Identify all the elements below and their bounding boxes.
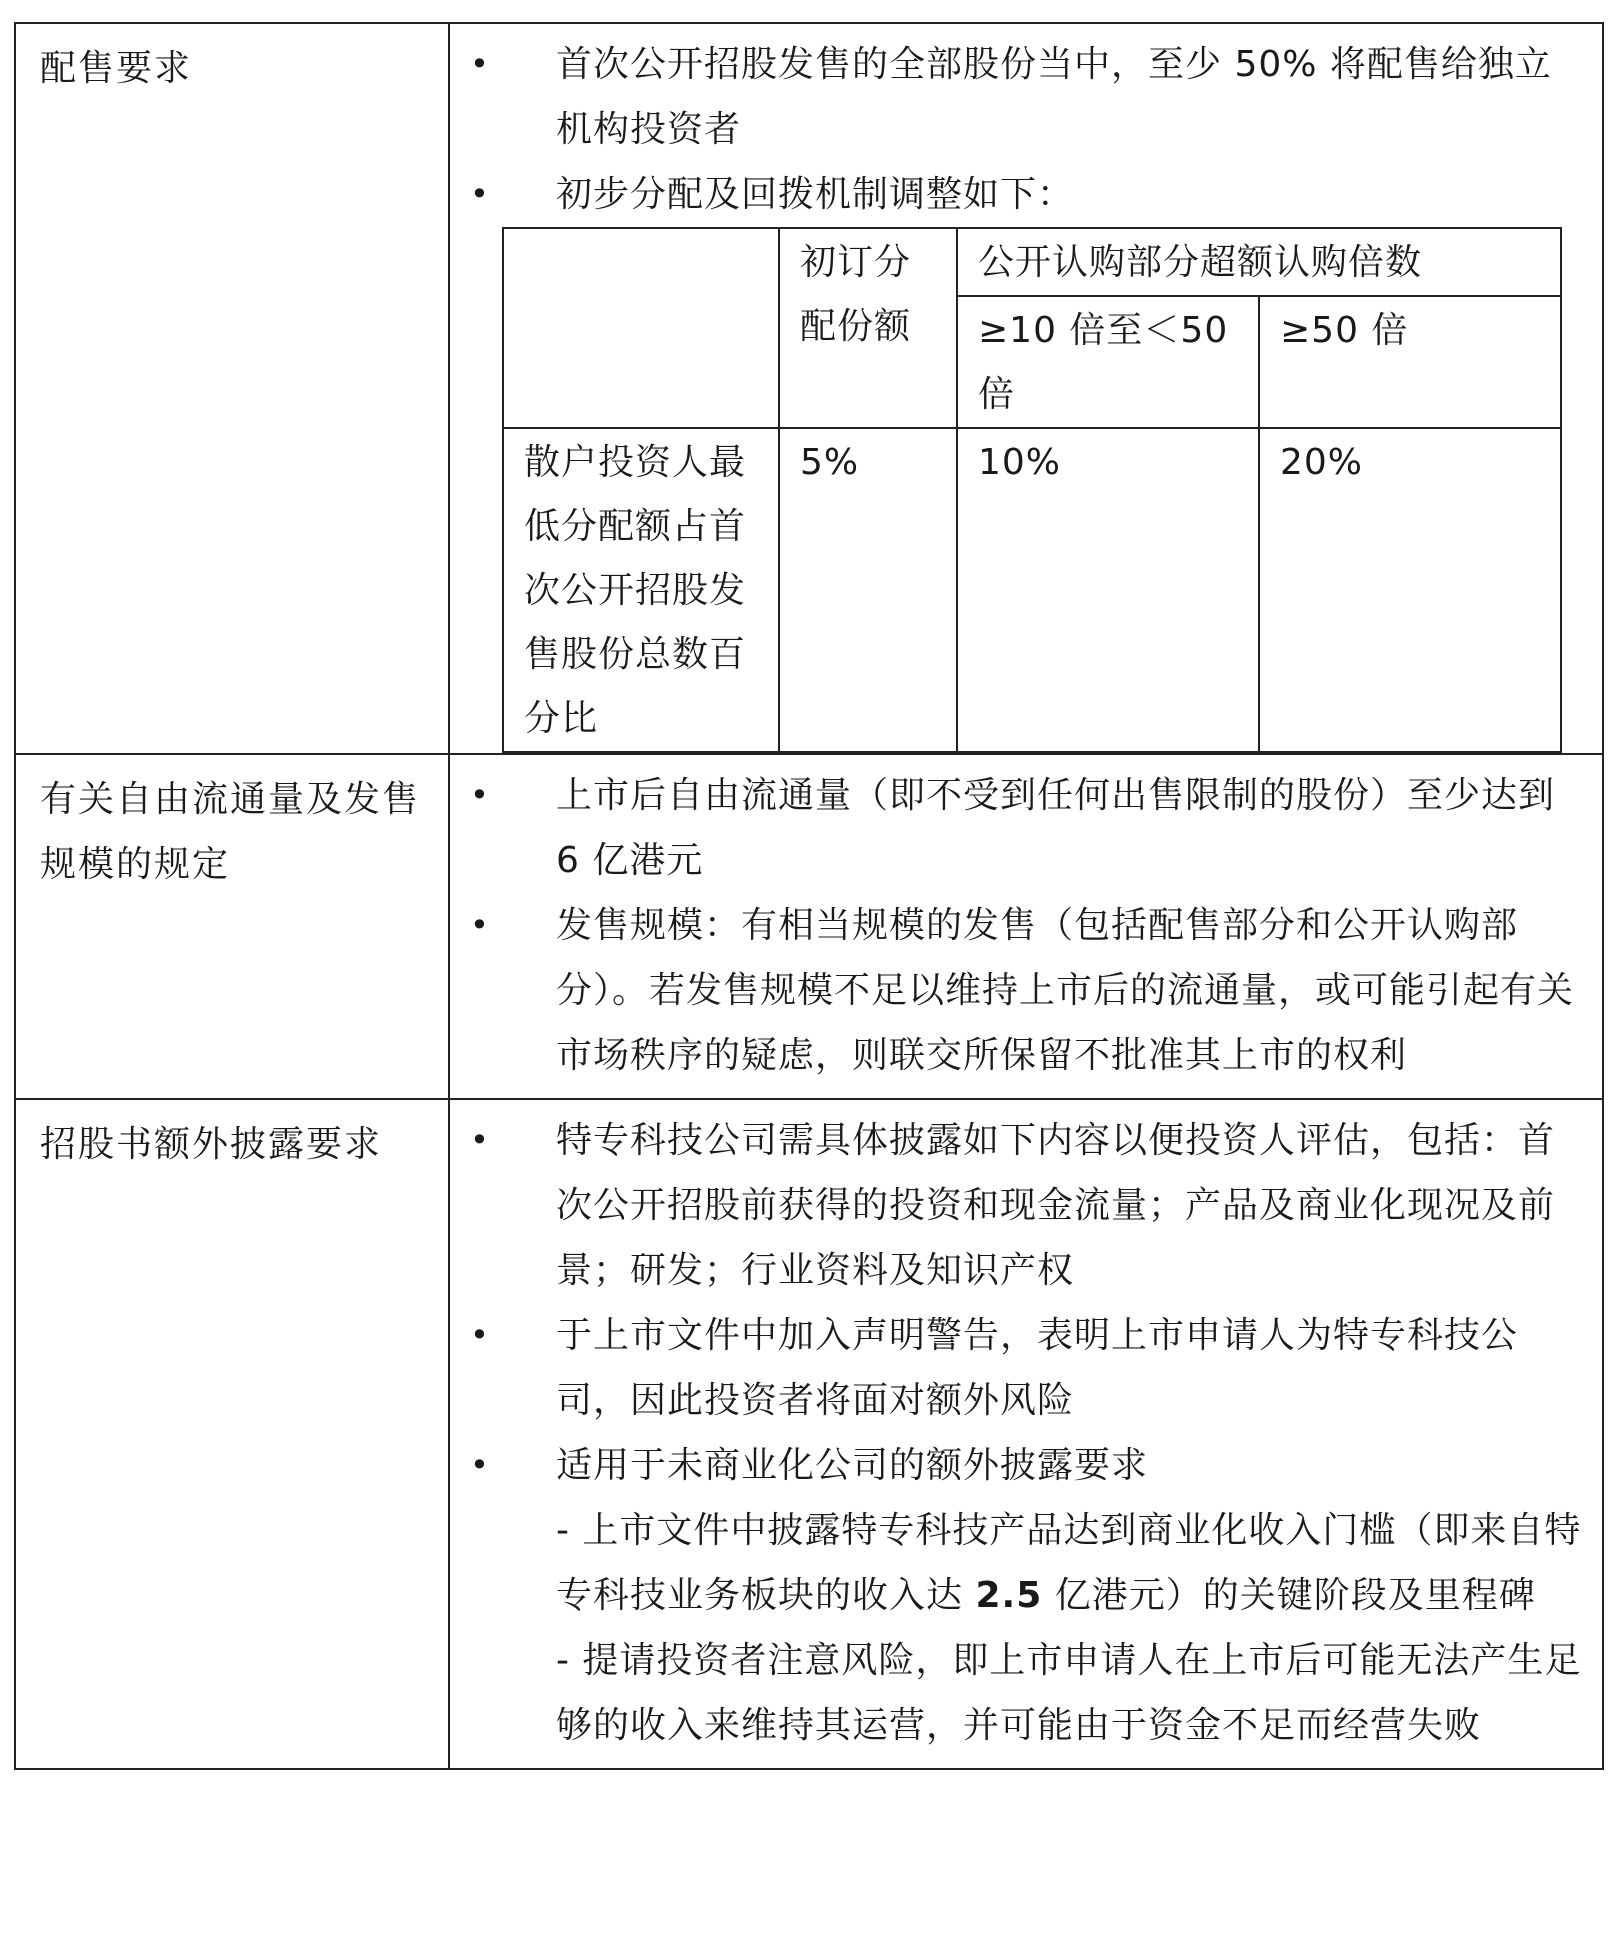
empty-header-cell [503,228,779,428]
row-label: 招股书额外披露要求 [15,1099,449,1769]
list-item [450,893,1582,1088]
bullet-icon: • [470,45,490,83]
header-oversubscription: 公开认购部分超额认购倍数 [957,228,1561,296]
row-content [449,23,1603,754]
bullet-list [450,763,1582,1088]
header-range-10-50: ≥10 倍至＜50 倍 [957,296,1259,428]
bullet-text: 发售规模：有相当规模的发售（包括配售部分和公开认购部分）。若发售规模不足以维持上市后的流通量，或可能引起有关市场秩序的疑虑，则联交所保留不批准其上市的权利 [556,905,1575,1076]
table-row [15,754,1603,1099]
list-item [450,763,1582,893]
list-item [450,1303,1582,1433]
retail-allocation-label: 散户投资人最低分配额占首次公开招股发售股份总数百分比 [503,428,779,752]
requirements-table [14,22,1604,1770]
bullet-icon: • [470,1316,490,1354]
table-row [503,428,1561,752]
row-label: 有关自由流通量及发售规模的规定 [15,754,449,1099]
sub-item-commercialization [556,1498,1582,1628]
bullet-icon: • [470,906,490,944]
header-range-50: ≥50 倍 [1259,296,1561,428]
table-row [15,23,1603,754]
bullet-list [450,32,1582,227]
bullet-list [450,1108,1582,1758]
row-content [449,754,1603,1099]
list-item [450,162,1582,227]
bullet-text: 适用于未商业化公司的额外披露要求 [556,1445,1149,1486]
bullet-text: 初步分配及回拨机制调整如下： [556,174,1075,215]
sub-item-text: - 上市文件中披露特专科技产品达到商业化收入门槛（即来自特专科技业务板块的收入达 [556,1510,1582,1616]
sub-item-risk-warning: - 提请投资者注意风险，即上市申请人在上市后可能无法产生足够的收入来维持其运营，并可能由于资金不足而经营失败 [556,1640,1582,1746]
bullet-icon: • [470,1446,490,1484]
revenue-threshold-amount: 2.5 [975,1575,1043,1616]
table-row [503,228,1561,296]
allocation-table [502,227,1562,753]
header-initial-allocation: 初订分配份额 [779,228,957,428]
range-10-50-value: 10% [957,428,1259,752]
list-item [450,1433,1582,1758]
bullet-icon: • [470,1121,490,1159]
bullet-icon: • [470,776,490,814]
table-row [15,1099,1603,1769]
bullet-text: 上市后自由流通量（即不受到任何出售限制的股份）至少达到 6 亿港元 [556,775,1556,881]
range-50-value: 20% [1259,428,1561,752]
row-label: 配售要求 [15,23,449,754]
row-content [449,1099,1603,1769]
bullet-text: 首次公开招股发售的全部股份当中，至少 50% 将配售给独立机构投资者 [556,44,1552,150]
list-item [450,1108,1582,1303]
list-item [450,32,1582,162]
bullet-icon: • [470,175,490,213]
bullet-text: 特专科技公司需具体披露如下内容以便投资人评估，包括：首次公开招股前获得的投资和现金流量；产品及商业化现况及前景；研发；行业资料及知识产权 [556,1120,1556,1291]
bullet-text: 于上市文件中加入声明警告，表明上市申请人为特专科技公司，因此投资者将面对额外风险 [556,1315,1519,1421]
initial-allocation-value: 5% [779,428,957,752]
sub-item-text: 亿港元）的关键阶段及里程碑 [1054,1575,1536,1616]
